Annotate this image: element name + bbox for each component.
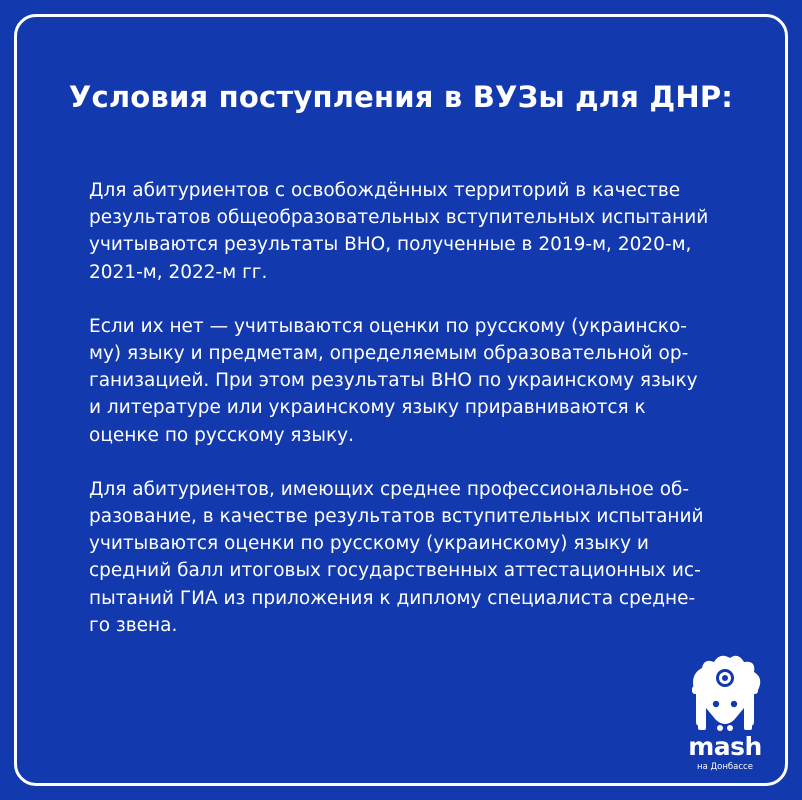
paragraph-line: Если их нет — учитываются оценки по русскому (украинско-: [89, 315, 687, 337]
mash-mascot-icon: [680, 650, 770, 732]
logo-subtitle: на Донбассе: [697, 762, 753, 772]
paragraph-line: го звена.: [89, 614, 178, 636]
page-title: Условия поступления в ВУЗы для ДНР:: [68, 80, 734, 114]
paragraph-line: Для абитуриентов с освобождённых территорий в качестве: [89, 180, 681, 201]
paragraph-line: результатов общеобразовательных вступительных испытаний: [89, 207, 709, 229]
mash-logo: [680, 650, 770, 775]
paragraph-line: пытаний ГИА из приложения к диплому специалиста средне-: [89, 587, 696, 609]
paragraph-2: [89, 313, 729, 449]
paragraph-1: [89, 177, 729, 286]
body-text: [89, 177, 729, 666]
paragraph-line: 2021-м, 2022-м гг.: [89, 261, 268, 283]
paragraph-line: и литературе или украинскому языку приравниваются к: [89, 397, 646, 419]
paragraph-line: учитываются оценки по русскому (украинскому) языку и: [89, 533, 649, 555]
paragraph-line: му) языку и предметам, определяемым образовательной ор-: [89, 343, 689, 365]
paragraph-line: учитываются результаты ВНО, полученные в 2019-м, 2020-м,: [89, 234, 692, 256]
paragraph-line: средний балл итоговых государственных аттестационных ис-: [89, 560, 701, 582]
paragraph-3: [89, 476, 729, 639]
paragraph-line: ганизацией. При этом результаты ВНО по украинскому языку: [89, 370, 698, 392]
paragraph-line: Для абитуриентов, имеющих среднее профессиональное об-: [89, 478, 690, 500]
paragraph-line: оценке по русскому языку.: [89, 424, 355, 446]
paragraph-line: разование, в качестве результатов вступительных испытаний: [89, 506, 704, 528]
logo-wordmark: mash: [688, 732, 762, 761]
